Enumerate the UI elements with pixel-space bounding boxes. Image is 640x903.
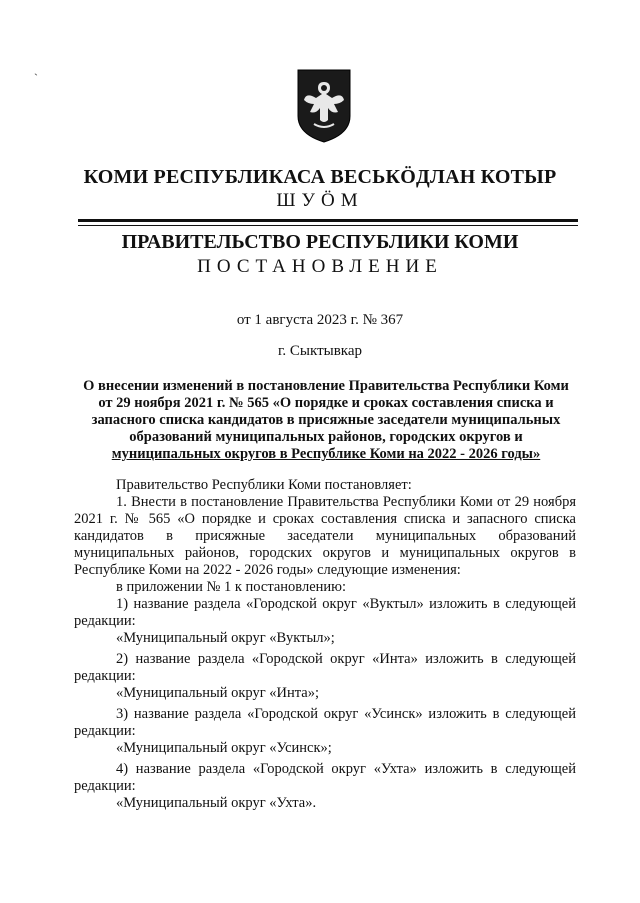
subject-line: О внесении изменений в постановление Правительства Республики Коми — [83, 378, 569, 394]
government-title: ПРАВИТЕЛЬСТВО РЕСПУБЛИКИ КОМИ — [121, 231, 519, 253]
subject-line: муниципальных округов в Республике Коми на 2022 - 2026 годы» — [111, 446, 541, 462]
list-item-line: 1) название раздела «Городской округ «Вуктыл» изложить в следующей — [116, 596, 576, 612]
header-rule-thin — [78, 225, 578, 226]
body-line: муниципальных районов, городских округов и муниципальных округов в — [74, 545, 576, 561]
decree-subject — [70, 378, 582, 463]
subject-line: запасного списка кандидатов в присяжные заседатели муниципальных — [91, 412, 561, 428]
header-rule-thick — [78, 219, 578, 222]
list-item-quote: «Муниципальный округ «Инта»; — [116, 685, 320, 701]
decree-body — [74, 477, 576, 816]
list-item-line: редакции: — [74, 613, 136, 629]
list-item-line: 4) название раздела «Городской округ «Ухта» изложить в следующей — [116, 761, 576, 777]
subject-line: образований муниципальных районов, городских округов и — [129, 429, 523, 445]
decree-word: ПОСТАНОВЛЕНИЕ — [197, 256, 443, 277]
komi-government-title: КОМИ РЕСПУБЛИКАСА ВЕСЬКӦДЛАН КОТЫР — [83, 166, 557, 188]
scan-mark: ˎ — [34, 62, 38, 76]
komi-decree-word: ШУӦМ — [276, 190, 364, 211]
list-item-quote: «Муниципальный округ «Вуктыл»; — [116, 630, 335, 646]
body-line: кандидатов в присяжные заседатели муниципальных образований — [74, 528, 576, 544]
body-line: Республике Коми на 2022 - 2026 годы» следующие изменения: — [74, 562, 461, 578]
date-number: от 1 августа 2023 г. № 367 — [236, 312, 404, 328]
body-paragraph: в приложении № 1 к постановлению: — [116, 579, 347, 595]
body-line: 1. Внести в постановление Правительства Республики Коми от 29 ноября — [116, 494, 576, 510]
list-item-line: редакции: — [74, 778, 136, 794]
list-item-line: редакции: — [74, 723, 136, 739]
list-item-line: 3) название раздела «Городской округ «Усинск» изложить в следующей — [116, 706, 576, 722]
list-item-quote: «Муниципальный округ «Усинск»; — [116, 740, 332, 756]
body-line: 2021 г. № 565 «О порядке и сроках составления списка и запасного списка — [74, 511, 576, 527]
coat-of-arms-emblem — [296, 68, 352, 144]
body-paragraph: Правительство Республики Коми постановляет: — [116, 477, 412, 493]
subject-line: от 29 ноября 2021 г. № 565 «О порядке и сроках составления списка и — [98, 395, 554, 411]
list-item-line: 2) название раздела «Городской округ «Инта» изложить в следующей — [116, 651, 576, 667]
city: г. Сыктывкар — [277, 343, 363, 359]
list-item-quote: «Муниципальный округ «Ухта». — [116, 795, 317, 811]
list-item-line: редакции: — [74, 668, 136, 684]
